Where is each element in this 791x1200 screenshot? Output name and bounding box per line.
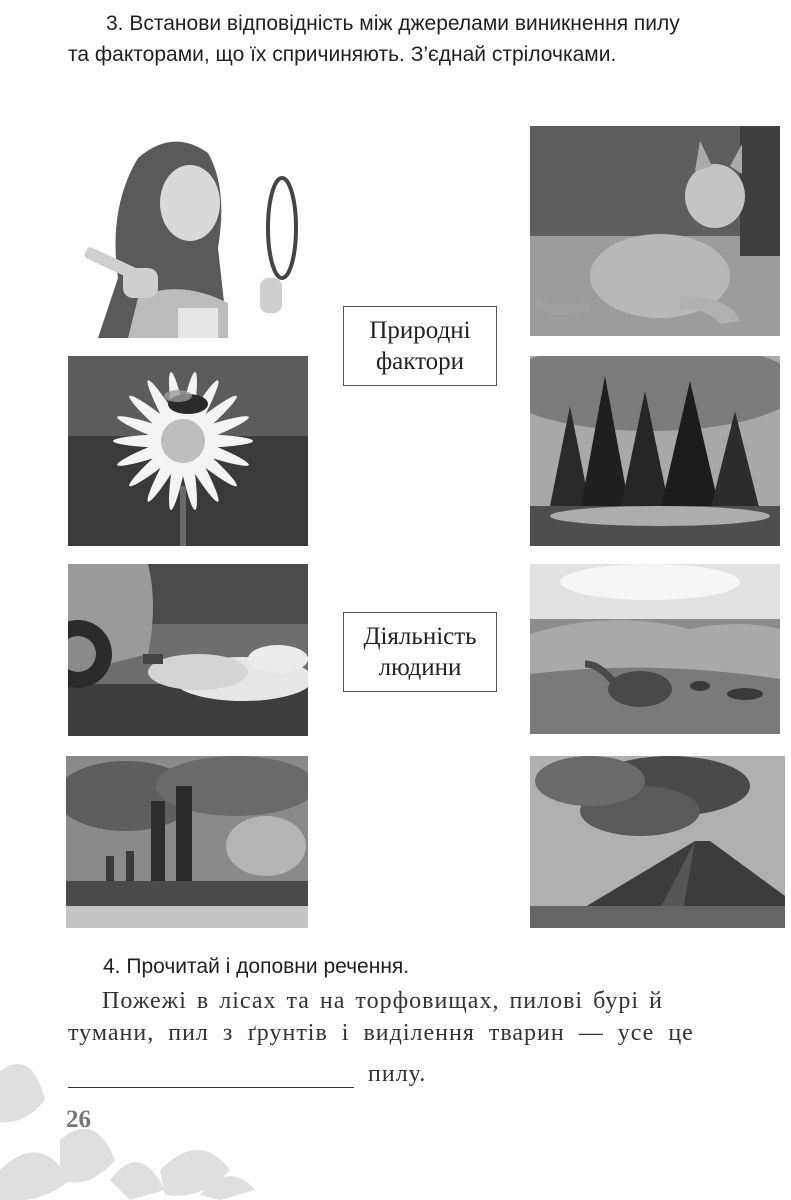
forest-fire-photo — [530, 356, 780, 546]
natural-factors-box[interactable] — [343, 306, 497, 386]
sentence-line-1: Пожежі в лісах та на торфовищах, пилові бурі й — [102, 988, 663, 1014]
natural-factors-line-2: фактори — [375, 348, 465, 375]
sentence-line-2: тумани, пил з ґрунтів і виділення тварин — усе це — [68, 1020, 694, 1046]
human-activity-line-2: людини — [378, 654, 462, 681]
sentence-ending: пилу. — [368, 1061, 427, 1087]
page-number: 26 — [66, 1106, 91, 1133]
camels-desert-photo — [530, 564, 780, 734]
human-activity-box[interactable] — [343, 612, 497, 692]
natural-factors-line-1: Природні — [369, 317, 471, 344]
girl-with-mirror-photo — [78, 128, 306, 338]
flower-with-bee-photo — [68, 356, 308, 546]
factory-smoke-photo — [66, 756, 308, 928]
cat-scratching-photo — [530, 126, 780, 336]
task-3-line-1: 3. Встанови відповідність між джерелами виникнення пилу — [106, 12, 680, 35]
volcano-eruption-photo — [530, 756, 785, 928]
car-exhaust-photo — [68, 564, 308, 736]
decorative-leaves-illustration — [0, 1020, 260, 1200]
task-4-instruction: 4. Прочитай і доповни речення. — [103, 955, 410, 978]
task-3-instruction — [68, 8, 784, 70]
task-3-line-2: та факторами, що їх спричиняють. З’єднай стрілочками. — [68, 43, 617, 66]
human-activity-line-1: Діяльність — [363, 623, 477, 650]
